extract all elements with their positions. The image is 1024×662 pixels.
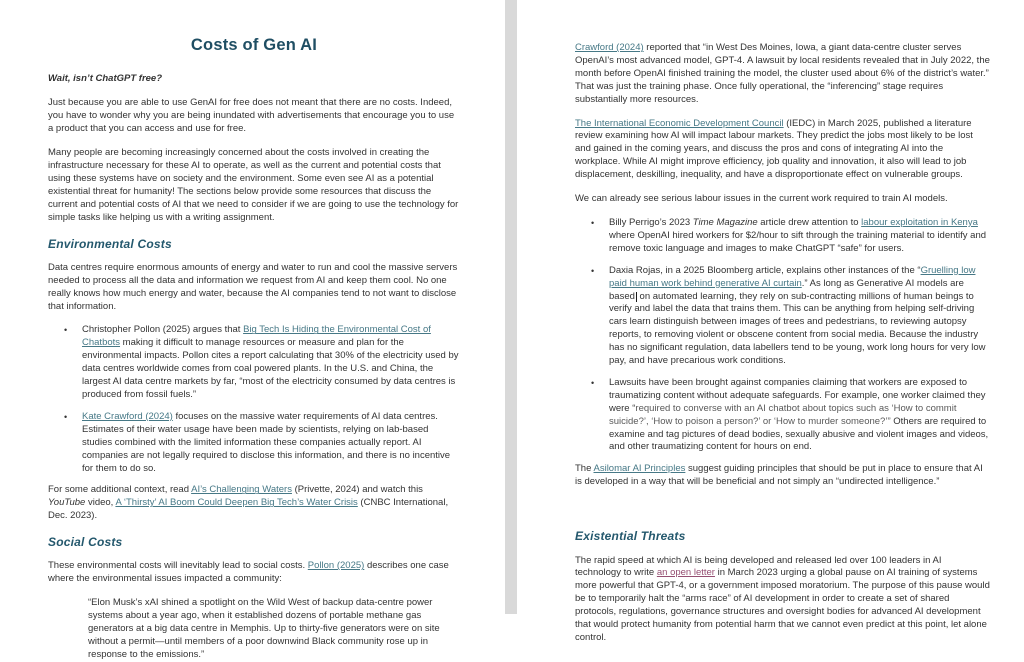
text-run: Wait, isn’t ChatGPT free? <box>48 73 163 85</box>
text-run: Data centres require enormous amounts of energy and water to run and cool the massive servers needed to process all the data and information we request from AI and keep them cool. No one really knows how much energy and water, because the AI companies tend to not want to disclose that information. <box>48 261 458 312</box>
para <box>48 560 460 586</box>
bullet-icon: • <box>64 325 68 336</box>
text-run: required to converse with an AI chatbot about topics such as ‘How to commit suicide?’, ‘How to poison a person?’ or ‘How to murder someone?’” <box>609 402 957 427</box>
block-quote <box>48 597 460 662</box>
text-run: making it difficult to manage resources or measure and plan for the environmental impacts. Pollon cites a report calculating that 30% of the electricity used by data centres worldwide comes from coal powered plants. In the U.S. and China, the largest AI data centre markets by far, “most of the electricity consumed by data centres is produced from fossil fuels.” <box>82 337 459 400</box>
hyperlink[interactable]: an open letter <box>656 567 715 579</box>
section-heading <box>48 236 460 252</box>
text-run: (IEDC) in March 2025, published a literature review examining how AI will impact labour markets. They predict the jobs most likely to be lost and gained in the coming years, and discuss the pros and cons of integrating AI into the workplace. While AI might improve efficiency, job quality and innovation, it also will lead to job displacement, deskilling, inequality, and have a disproportionate effect on vulnerable groups. <box>575 117 973 181</box>
text-run: Daxia Rojas, in a 2025 Bloomberg article, explains other instances of the “ <box>609 264 921 276</box>
text-run: article drew attention to <box>757 216 862 228</box>
para <box>48 97 460 136</box>
text-run: reported that “in West Des Moines, Iowa, a giant data-centre cluster serves OpenAI’s most advanced model, GPT-4. A lawsuit by local residents revealed that in July 2022, the month before OpenAI finished training the model, the cluster used about 6% of the district’s water.” That was just the training phase. Once fully operational, the “inferencing” stage requires substantially more resources. <box>575 42 990 105</box>
text-run: video, <box>85 497 116 509</box>
text-run: Others are required to examine and tag pictures of dead bodies, sexually abusive and violent images and videos, and other traumatizing content for hours on end. <box>609 415 989 453</box>
text-run: Many people are becoming increasingly concerned about the costs involved in creating the infrastructure necessary for these AI to operate, as well as the current and potential costs that using these systems have on society and the environment. Some even see AI as a potential existential threat for humanity! The sections below provide some resources that discuss the current and potential costs of AI that we need to consider if we are going to use the technology for simple tasks like helping us with a writing assignment. <box>48 147 459 223</box>
text-run: Existential Threats <box>575 529 686 544</box>
text-run: (Privette, 2024) and watch this <box>291 484 423 496</box>
document-title <box>48 34 460 56</box>
text-run: Social Costs <box>48 535 123 550</box>
para <box>48 147 460 224</box>
list-item <box>575 217 990 256</box>
text-run: Costs of Gen AI <box>190 36 318 54</box>
section-heading <box>48 534 460 550</box>
section-heading <box>575 528 990 544</box>
text-run: where OpenAI hired workers for $2/hour to sift through the training material to identify and remove toxic language and images to make ChatGPT “safe” for users. <box>609 229 987 254</box>
page-2 <box>517 0 1024 643</box>
text-run: For some additional context, read <box>48 484 192 496</box>
para <box>575 42 990 107</box>
page-1 <box>0 0 505 660</box>
list-item-text <box>609 377 988 453</box>
page-2-content <box>517 0 1024 645</box>
list-item-text <box>82 324 459 400</box>
hyperlink[interactable]: Big Tech Is Hiding the Environmental Cost of Chatbots <box>82 324 431 349</box>
para <box>575 118 990 183</box>
hyperlink[interactable]: Asilomar AI Principles <box>593 463 686 475</box>
page-gutter <box>505 0 517 614</box>
para <box>48 484 460 523</box>
hyperlink[interactable]: labour exploitation in Kenya <box>861 216 978 228</box>
page-1-content <box>0 0 505 662</box>
text-run: Time Magazine <box>692 216 758 228</box>
hyperlink[interactable]: A ‘Thirsty’ AI Boom Could Deepen Big Tech’s Water Crisis <box>115 497 358 509</box>
text-run: Billy Perrigo’s 2023 <box>609 216 693 228</box>
text-run: describes one case where the environmental issues impacted a community: <box>48 560 449 585</box>
text-run: on automated learning, they rely on sub-contracting millions of human beings to verify and label the data that trains them. This can be anything from helping self-driving cars learn distinguish between images of trees and pedestrians, to reviewing autopsy reports, to removing violent or obscene content from social media. Because the industry has no significant regulation, data labellers tend to be young, work long hours for very low pay, and have precarious work conditions. <box>609 290 986 367</box>
list-item <box>48 411 460 476</box>
text-run: Just because you are able to use GenAI for free does not meant that there are no costs. Indeed, you have to wonder why you are being inundated with advertisements that encourage you to use a product that you can access and use for free. <box>48 97 455 135</box>
list-item-text <box>82 411 450 474</box>
list-item-text <box>609 217 986 254</box>
list-item-text <box>609 265 986 366</box>
text-run: in March 2023 urging a global pause on AI training of systems more powerful that GPT-4, or a government imposed moratorium. The purpose of this pause would be to temporarily halt the “arms race” of AI development in order to create a set of shared protocols, regulations, governance structures and oversight bodies for advanced AI development that would protect humanity from potential harm that we cannot even predict at this point, let alone control. <box>575 567 990 643</box>
text-run: We can already see serious labour issues in the current work required to train AI models. <box>575 193 948 205</box>
bullet-icon: • <box>64 411 68 422</box>
text-run: (CNBC International, Dec. 2023). <box>48 497 449 522</box>
text-run: Christopher Pollon (2025) argues that <box>82 324 244 336</box>
text-run: suggest guiding principles that should be put in place to ensure that AI is developed in a way that will be beneficial and not simply an “undirected intelligence.” <box>575 463 983 488</box>
hyperlink[interactable]: Gruelling low paid human work behind generative AI curtain <box>609 264 976 289</box>
list-item <box>575 265 990 368</box>
hyperlink[interactable]: Pollon (2025) <box>307 560 365 572</box>
subtitle <box>48 73 460 86</box>
list-item <box>575 377 990 454</box>
bullet-icon: • <box>591 265 595 276</box>
hyperlink[interactable]: Kate Crawford (2024) <box>82 410 173 422</box>
hyperlink[interactable]: Crawford (2024) <box>575 42 644 53</box>
text-run: The <box>575 463 594 475</box>
para <box>575 555 990 645</box>
para <box>575 193 990 206</box>
text-run: “Elon Musk’s xAI shined a spotlight on the Wild West of backup data-centre power systems about a year ago, when it established dozens of portable methane gas generators at a big data centre in Memphis. Up to thirty-five generators were on site without a permit—until members of a poor downwind Black community rose up in response to the emissions.” <box>88 597 440 660</box>
list-item <box>48 324 460 401</box>
para <box>575 463 990 489</box>
text-run: These environmental costs will inevitably lead to social costs. <box>48 560 308 572</box>
text-run: YouTube <box>48 497 86 509</box>
text-run: Environmental Costs <box>48 236 172 251</box>
bullet-icon: • <box>591 377 595 388</box>
text-run: focuses on the massive water requirements of AI data centres. Estimates of their water usage have been made by scientists, relying on lab-based studies combined with the limited information these companies actually report. AI companies are not legally required to disclose this information, and there is no incentive for them to do so. <box>82 410 451 474</box>
hyperlink[interactable]: The International Economic Development Council <box>575 117 784 129</box>
text-run: Lawsuits have been brought against companies claiming that workers are exposed to traumatizing content without adequate safeguards. For example, one worker claimed they were “ <box>609 376 986 414</box>
spacer <box>575 500 990 526</box>
bullet-icon: • <box>591 217 595 228</box>
hyperlink[interactable]: AI’s Challenging Waters <box>191 484 292 496</box>
para <box>48 262 460 314</box>
text-run: .” As long as Generative AI models are based <box>609 277 964 302</box>
text-run: The rapid speed at which AI is being developed and released led over 100 leaders in AI technology to write <box>575 554 942 579</box>
